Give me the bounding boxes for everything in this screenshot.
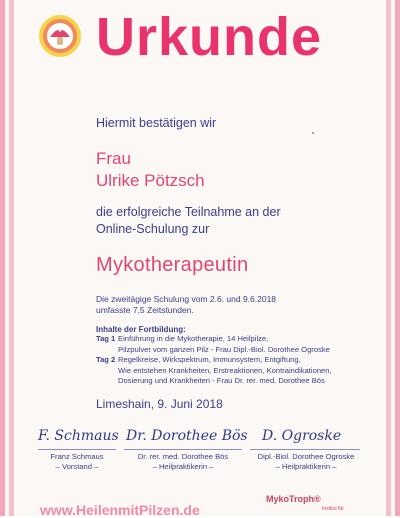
signatory-3-name: Dipl.-Biol. Dorothee Ogroske: [257, 452, 355, 461]
signature-boes: Dr. Dorothee Bös: [126, 428, 248, 444]
signatory-1: [36, 452, 118, 472]
signatory-3-role: – Heilpraktikerin –: [275, 462, 337, 471]
signatory-3: [248, 452, 364, 472]
participation-line-1: die erfolgreiche Teilnahme an der: [96, 205, 281, 219]
day-2-line-3: Dosierung und Krankheiten - Frau Dr. rer. med. Dorothee Bös: [118, 376, 325, 385]
recipient-block: [96, 148, 360, 192]
recipient-name: Ulrike Pötzsch: [96, 171, 205, 190]
certificate-title: Urkunde: [96, 7, 323, 67]
duration-line-1: Die zweitägige Schulung vom 2.6. und 9.6.2018: [96, 294, 277, 304]
salutation: Frau: [96, 149, 131, 168]
mushroom-logo-icon: [38, 14, 82, 58]
signatory-1-name: Franz Schmaus: [50, 452, 104, 461]
place-and-date: Limeshain, 9. Juni 2018: [96, 397, 223, 411]
signatory-2: [120, 452, 246, 472]
intro-text: Hiermit bestätigen wir: [96, 116, 217, 130]
stray-dot: [312, 132, 314, 134]
day-1-line-2: Pilzpulver vom ganzen Pilz - Frau Dipl.-Biol. Dorothee Ogroske: [118, 344, 330, 354]
duration-line-2: umfasste 7,5 Zeitstunden.: [96, 305, 194, 315]
right-decorative-border: [382, 0, 400, 516]
signature-schmaus: F. Schmaus: [38, 428, 119, 444]
signature-ogroske: D. Ogroske: [262, 428, 342, 444]
course-title: Mykotherapeutin: [96, 254, 249, 276]
signatory-2-name: Dr. rer. med. Dorothee Bös: [137, 452, 229, 461]
signature-line-3: [250, 449, 360, 450]
day-2-line-1: Regelkreise, Wirkspektrum, Immunsystem, Entgiftung,: [118, 355, 301, 364]
participation-text: [96, 204, 360, 238]
left-decorative-border: [0, 0, 18, 516]
day-1-line-1: Einführung in die Mykotherapie, 14 Heilpilze,: [118, 334, 269, 343]
day-2-line-2: Wie entstehen Krankheiten, Erstreaktionen, Kontraindikationen,: [118, 365, 332, 375]
contents-heading: Inhalte der Fortbildung:: [96, 325, 186, 334]
participation-line-2: Online-Schulung zur: [96, 222, 210, 236]
day-1-label: Tag 1: [96, 334, 116, 343]
footer-website-url: www.HeilenmitPilzen.de: [40, 502, 200, 518]
mykotroph-logo-subtitle: Institut für: [322, 506, 344, 512]
day-1-contents: [96, 334, 364, 355]
signature-line-1: [38, 449, 116, 450]
day-2-label: Tag 2: [96, 355, 116, 364]
duration-text: [96, 294, 360, 316]
day-2-contents: [96, 355, 364, 387]
signatory-1-role: – Vorstand –: [55, 462, 99, 471]
mykotroph-logo: MykoTroph®: [266, 494, 321, 504]
signatory-2-role: – Heilpraktikerin –: [152, 462, 214, 471]
signature-line-2: [124, 449, 242, 450]
